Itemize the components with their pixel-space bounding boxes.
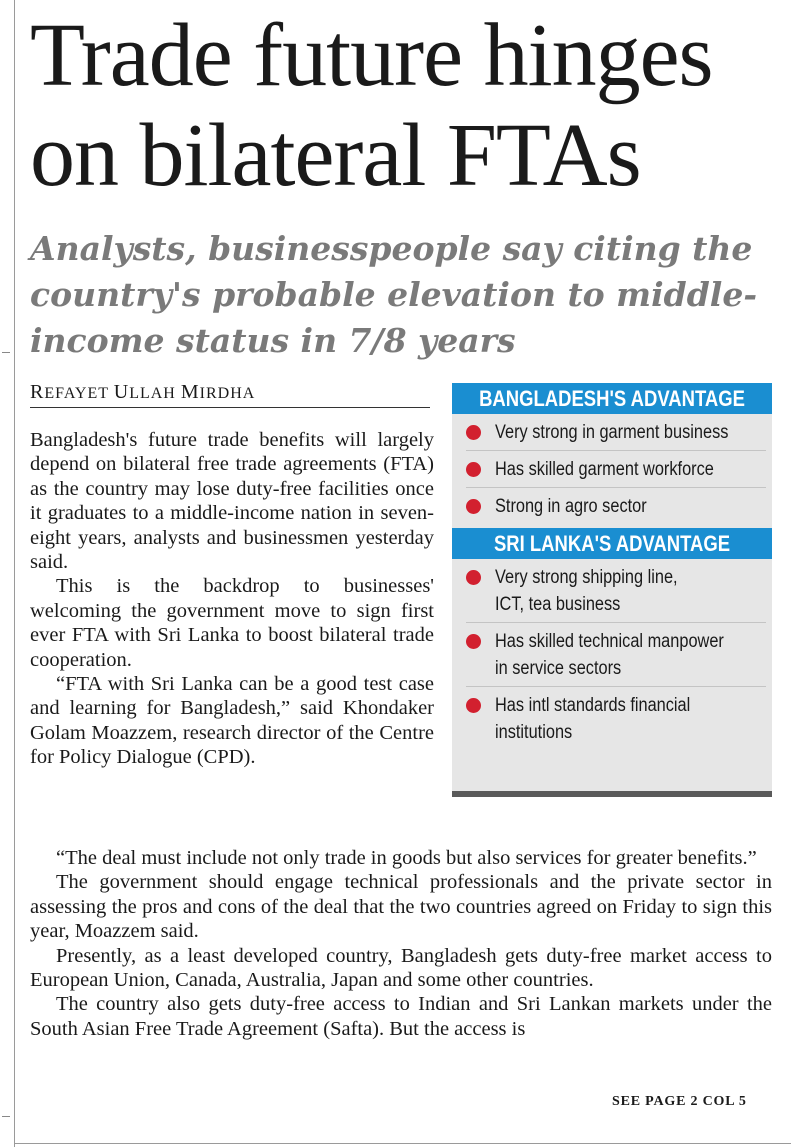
margin-tick [2,1116,10,1117]
bangladesh-header-text: BANGLADESH'S ADVANTAGE [478,383,747,414]
list-item [466,623,766,687]
bullet-icon [466,570,481,585]
paragraph: Bangladesh's future trade benefits will largely depend on bilateral free trade agreements (FTA) as the country may lose duty-free facilities once it graduates to a middle-income nation in seven-eight years, analysts and businessmen yesterday said. [30,429,434,574]
list-item [466,687,766,750]
bullet-icon [466,634,481,649]
continuation-note: SEE PAGE 2 COL 5 [612,1094,747,1109]
paragraph: “FTA with Sri Lanka can be a good test case and learning for Bangladesh,” said Khondaker Golam Moazzem, research director of the Centre for Policy Dialogue (CPD). [30,673,434,769]
list-item [466,559,766,623]
byline-text: REFAYET ULLAH MIRDHA [30,381,256,403]
list-item-line: Has intl standards financial [495,695,691,716]
page-left-rule [14,0,15,1147]
list-item [466,451,766,488]
list-item-text: Very strong in garment business [495,422,729,443]
list-item-line: Has skilled technical manpower [495,631,724,652]
bullet-icon [466,499,481,514]
margin-tick [2,352,10,353]
list-item-text [495,628,724,682]
srilanka-header [452,528,772,559]
list-item-text: Strong in agro sector [495,496,647,517]
list-item-line: in service sectors [495,658,622,679]
headline [30,6,788,206]
bullet-icon [466,462,481,477]
byline [30,381,430,408]
paragraph: Presently, as a least developed country, Bangladesh gets duty-free market access to European Union, Canada, Australia, Japan and some other countries. [30,944,772,992]
article-body-column [30,428,434,770]
paragraph: The country also gets duty-free access to Indian and Sri Lankan markets under the South Asian Free Trade Agreement (Safta). But the access is [30,993,772,1040]
paragraph: “The deal must include not only trade in goods but also services for greater benefits.” [56,847,757,869]
bangladesh-list [452,414,772,524]
list-item-line: institutions [495,722,573,743]
list-item [466,414,766,451]
bullet-icon [466,425,481,440]
article-body-wide [30,846,772,1041]
srilanka-list [452,559,772,750]
list-item-text: Has skilled garment workforce [495,459,714,480]
paragraph: The government should engage technical professionals and the private sector in assessing the pros and cons of the deal that the two countries agreed on Friday to sign this year, Moazzem said. [30,871,772,943]
list-item [466,488,766,524]
list-item-line: Very strong shipping line, [495,567,678,588]
list-item-text [495,692,690,746]
headline-line-1: Trade future hinges [30,6,713,105]
list-item-text [495,564,678,618]
advantage-sidebar [452,383,772,797]
bangladesh-header [452,383,772,414]
page-bottom-rule [14,1143,791,1144]
bullet-icon [466,698,481,713]
list-item-line: ICT, tea business [495,594,621,615]
paragraph: This is the backdrop to businesses' welcoming the government move to sign first ever FTA with Sri Lanka to boost bilateral trade cooperation. [30,575,434,671]
headline-line-2: on bilateral FTAs [30,106,641,205]
subheadline: Analysts, businesspeople say citing the country's probable elevation to middle-income status in 7/8 years [30,229,758,360]
srilanka-header-text: SRI LANKA'S ADVANTAGE [478,528,747,559]
